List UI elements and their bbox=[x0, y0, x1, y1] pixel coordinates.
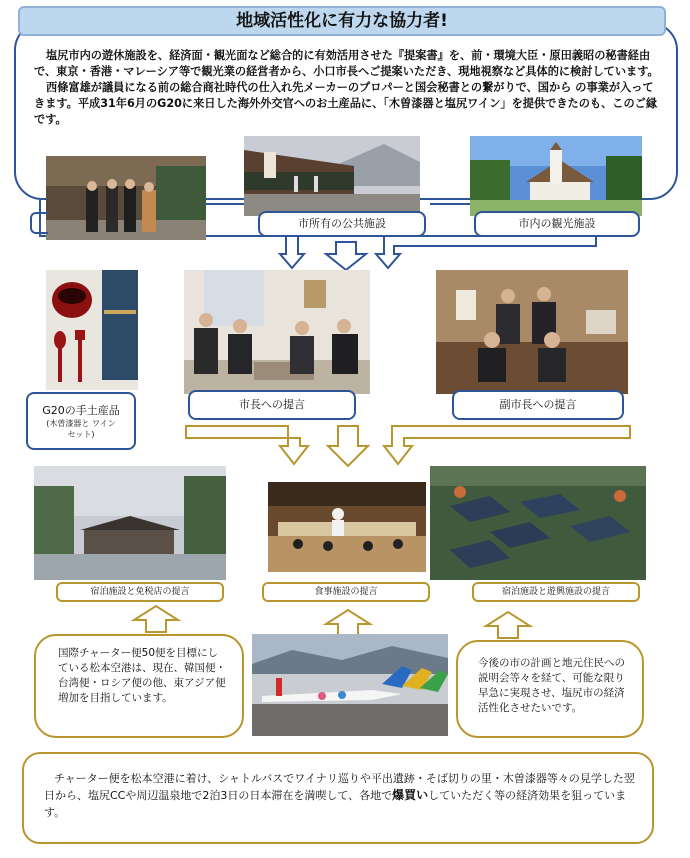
label-public-facility: 市所有の公共施設 bbox=[258, 211, 426, 237]
bottom-text-after: していただく等の経済効果を狙っています。 bbox=[44, 789, 627, 819]
intro-paragraph-1: 塩尻市内の遊休施設を、経済面・観光面など総合的に有効活用させた『提案書』を、前・環境大臣・原田義昭の秘書経由で、東京・香港・マレーシア等で観光業の経営者から、小口市長へご提案いただき、現地視察など具体的に検討しています。 bbox=[34, 49, 659, 78]
bottom-text-before: チャーター便を松本空港に着け、シャトルバスでワイナリ巡りや平出遺跡・そば切りの里・木曽漆器等々の見学した翌日から、塩尻CCや周辺温泉地で2泊3日の日本滞在を満喫して、各地で bbox=[44, 772, 635, 802]
photo-airport-planes bbox=[252, 634, 448, 736]
label-g20 bbox=[26, 392, 136, 450]
photo-dining bbox=[268, 482, 426, 572]
middle-connector-arrows bbox=[184, 424, 634, 472]
label-lodging-dutyfree: 宿泊施設と免税店の提言 bbox=[56, 582, 224, 602]
up-arrow-left bbox=[128, 604, 184, 634]
up-arrow-right bbox=[480, 610, 536, 640]
photo-public-facility bbox=[244, 136, 420, 216]
left-bracket bbox=[30, 212, 48, 234]
label-g20-title: G20の手土産品 bbox=[42, 404, 120, 417]
label-dining: 食事施設の提言 bbox=[262, 582, 430, 602]
page-title: 地域活性化に有力な協力者! bbox=[18, 6, 666, 36]
label-vice-mayor-proposal: 副市長への提言 bbox=[452, 390, 624, 420]
photo-vice-mayor-meeting bbox=[436, 270, 628, 394]
bubble-future-plan: 今後の市の計画と地元住民への説明会等々を経て、可能な限り早急に実現させ、塩尻市の経済活性化させたいです。 bbox=[456, 640, 644, 738]
label-g20-subtitle: (木曽漆器と ワインセット) bbox=[46, 419, 116, 439]
intro-text bbox=[34, 48, 664, 128]
photo-lodging-dutyfree bbox=[34, 466, 226, 580]
photo-tourist-facility bbox=[470, 136, 642, 216]
photo-visitors-entrance bbox=[46, 156, 206, 240]
photo-lodging-leisure bbox=[430, 466, 646, 580]
bubble-matsumoto-airport: 国際チャーター便50便を目標にしている松本空港は、現在、韓国便・台湾便・ロシア便の他、東アジア便増加を目指しています。 bbox=[34, 634, 244, 738]
intro-paragraph-2: 西條富雄が議員になる前の総合商社時代の仕入れ先メーカーのプロパーと国会秘書との繋がりで、国から の事業が入ってきます。平成31年6月のG20に来日した海外外交官へのお土産品に、「木曽漆器と塩尻ワイン」を提供できたのも、このご縁です。 bbox=[34, 81, 658, 126]
photo-g20-lacquerware bbox=[46, 270, 138, 390]
label-tourist-facility: 市内の観光施設 bbox=[474, 211, 640, 237]
bottom-text-bold: 爆買い bbox=[392, 788, 429, 802]
bottom-summary bbox=[22, 752, 654, 844]
photo-mayor-meeting bbox=[184, 270, 370, 394]
label-lodging-leisure: 宿泊施設と遊興施設の提言 bbox=[472, 582, 640, 602]
label-mayor-proposal: 市長への提言 bbox=[188, 390, 356, 420]
